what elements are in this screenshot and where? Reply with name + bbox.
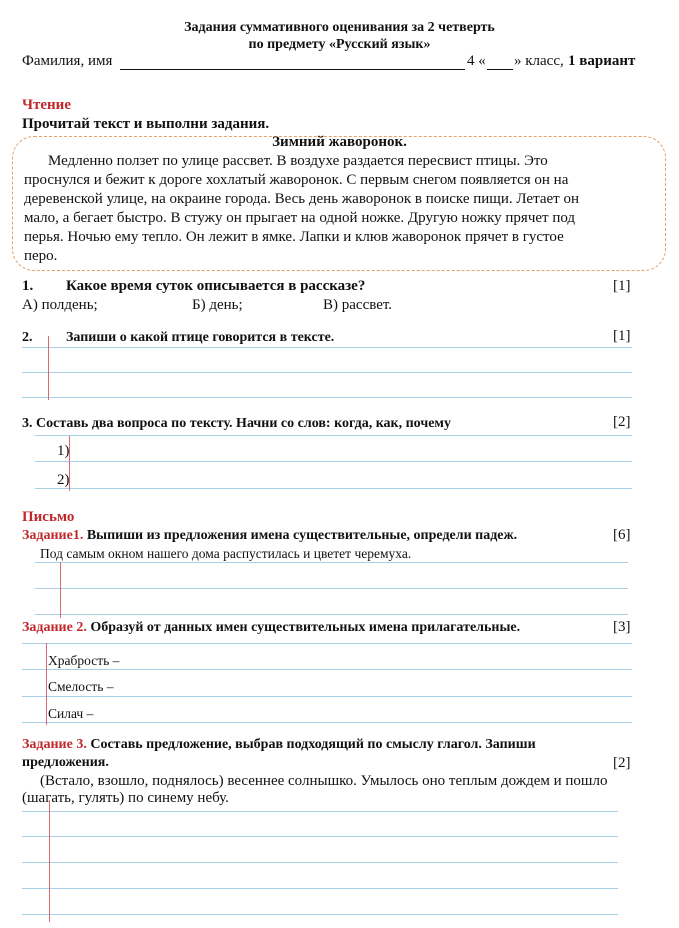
class-label-prefix: 4 « bbox=[467, 53, 486, 69]
task2-answer-line-1[interactable] bbox=[22, 669, 632, 670]
task2-score: [3] bbox=[613, 619, 631, 635]
passage-title: Зимний жаворонок. bbox=[272, 134, 407, 150]
q2-text: Запиши о какой птице говорится в тексте. bbox=[66, 330, 335, 345]
task3-answer-line-1[interactable] bbox=[22, 811, 618, 812]
q2-score: [1] bbox=[613, 328, 631, 344]
passage-line-5: перья. Ночью ему тепло. Он лежит в ямке. Лапки и клюв жаворонок прячет в густое bbox=[24, 229, 564, 245]
q1-option-b[interactable]: Б) день; bbox=[192, 297, 243, 313]
task1-label: Задание1. bbox=[22, 528, 84, 543]
q2-number: 2. bbox=[22, 330, 33, 345]
task1-answer-line-3[interactable] bbox=[35, 614, 628, 615]
task3-answer-line-2[interactable] bbox=[22, 836, 618, 837]
reading-instruction: Прочитай текст и выполни задания. bbox=[22, 116, 270, 132]
task2-answer-line-3[interactable] bbox=[22, 722, 632, 723]
passage-line-2: проснулся и бежит к дороге хохлатый жаворонок. С первым снегом появляется он на bbox=[24, 172, 569, 188]
passage-line-3: деревенской улице, на окраине города. Весь день жаворонок в поиске пищи. Летает он bbox=[24, 191, 579, 207]
task3-text-line-2: предложения. bbox=[22, 755, 109, 770]
q3-item-1: 1) bbox=[57, 443, 70, 459]
variant-label: 1 вариант bbox=[568, 53, 636, 69]
task2-answer-line-0[interactable] bbox=[22, 643, 632, 644]
task2-label: Задание 2. bbox=[22, 620, 87, 635]
q2-answer-line-2[interactable] bbox=[22, 372, 632, 373]
class-label-suffix: » класс, bbox=[514, 53, 564, 69]
document-title-line-2: по предмету «Русский язык» bbox=[248, 37, 431, 52]
task3-text: Составь предложение, выбрав подходящий по смыслу глагол. Запиши bbox=[90, 737, 536, 752]
q3-answer-line-0[interactable] bbox=[35, 435, 632, 436]
q1-score: [1] bbox=[613, 278, 631, 294]
q3-margin-line bbox=[69, 436, 70, 491]
task2-heading bbox=[22, 620, 520, 636]
task1-margin-line bbox=[60, 562, 61, 618]
name-fill-line[interactable] bbox=[120, 69, 465, 70]
task3-label: Задание 3. bbox=[22, 737, 87, 752]
task1-answer-line-2[interactable] bbox=[35, 588, 628, 589]
passage-line-6: перо. bbox=[24, 248, 58, 264]
task2-text: Образуй от данных имен существительных имена прилагательные. bbox=[90, 620, 521, 635]
name-label: Фамилия, имя bbox=[22, 53, 113, 69]
task1-answer-line-1[interactable] bbox=[35, 562, 628, 563]
task3-answer-line-3[interactable] bbox=[22, 862, 618, 863]
task1-score: [6] bbox=[613, 527, 631, 543]
q1-option-c[interactable]: В) рассвет. bbox=[323, 297, 393, 313]
q2-margin-line bbox=[48, 336, 49, 400]
task2-word-1: Храбрость – bbox=[48, 653, 120, 668]
reading-section-title: Чтение bbox=[22, 97, 71, 113]
passage-line-4: мало, а бегает быстро. В стужу он прыгает на одной ножке. Другую ножку прячет под bbox=[24, 210, 576, 226]
task1-heading bbox=[22, 528, 517, 544]
q3-item-2: 2) bbox=[57, 472, 70, 488]
q1-text: Какое время суток описывается в рассказе? bbox=[66, 278, 366, 294]
document-title-line-1: Задания суммативного оценивания за 2 четверть bbox=[184, 20, 495, 35]
q3-answer-line-2[interactable] bbox=[35, 488, 632, 489]
task1-text: Выпиши из предложения имена существительные, определи падеж. bbox=[86, 528, 518, 543]
task3-answer-line-4[interactable] bbox=[22, 888, 618, 889]
q1-option-a[interactable]: А) полдень; bbox=[22, 297, 98, 313]
q1-number: 1. bbox=[22, 278, 34, 294]
task2-answer-line-2[interactable] bbox=[22, 696, 632, 697]
q3-text: 3. Составь два вопроса по тексту. Начни со слов: когда, как, почему bbox=[22, 416, 451, 431]
task2-margin-line bbox=[46, 643, 47, 725]
task3-heading bbox=[22, 737, 536, 753]
task3-answer-line-5[interactable] bbox=[22, 914, 618, 915]
task3-margin-line bbox=[49, 800, 50, 922]
task2-word-3: Силач – bbox=[48, 706, 94, 721]
writing-section-title: Письмо bbox=[22, 509, 75, 525]
task2-word-2: Смелость – bbox=[48, 679, 114, 694]
task3-sentence-line-1: (Встало, взошло, поднялось) весеннее солнышко. Умылось оно теплым дождем и пошло bbox=[40, 773, 608, 789]
task3-sentence-line-2: (шагать, гулять) по синему небу. bbox=[22, 790, 229, 806]
task1-sentence: Под самым окном нашего дома распустилась и цветет черемуха. bbox=[40, 546, 412, 561]
q3-answer-line-1[interactable] bbox=[35, 461, 632, 462]
passage-line-1: Медленно ползет по улице рассвет. В воздухе раздается пересвист птицы. Это bbox=[48, 153, 548, 169]
q2-answer-line-3[interactable] bbox=[22, 397, 632, 398]
class-letter-fill-line[interactable] bbox=[487, 69, 513, 70]
q3-score: [2] bbox=[613, 414, 631, 430]
task3-score: [2] bbox=[613, 755, 631, 771]
q2-answer-line-1[interactable] bbox=[22, 347, 632, 348]
